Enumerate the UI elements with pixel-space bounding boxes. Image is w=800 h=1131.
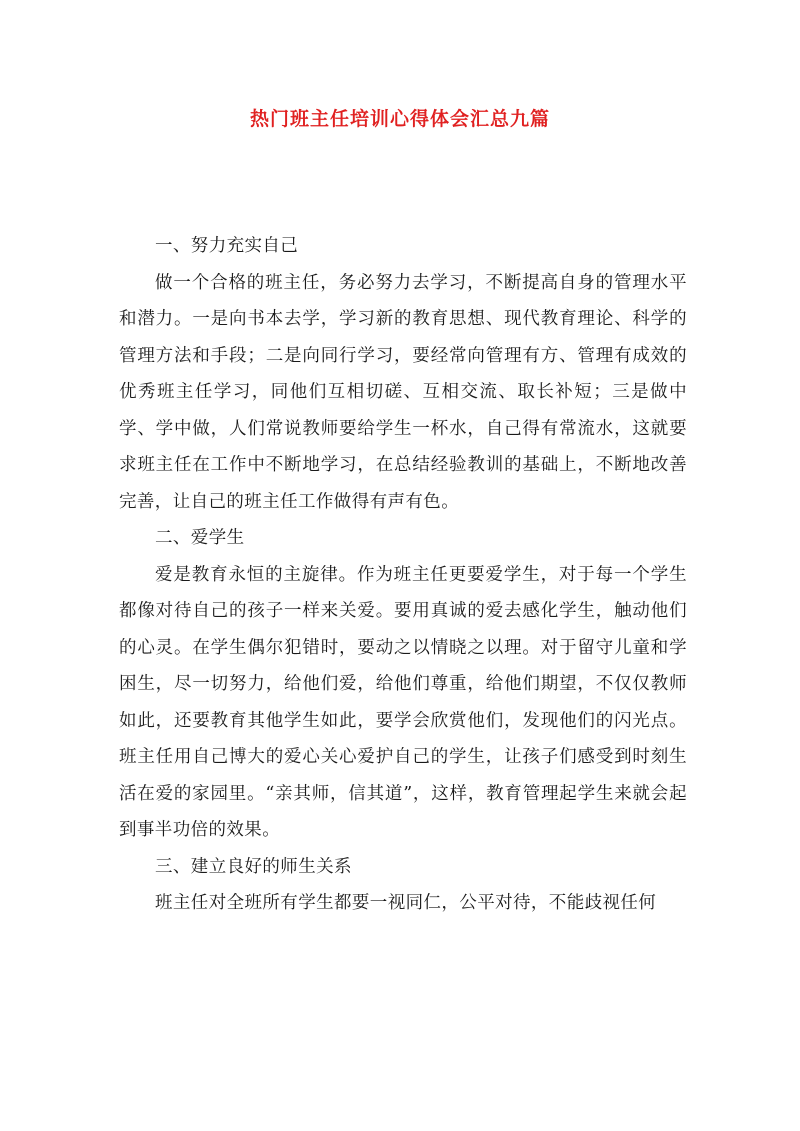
document-title: 热门班主任培训心得体会汇总九篇 [249,108,550,130]
section-heading-2: 二、爱学生 [155,528,245,548]
document-body [119,228,687,922]
section-heading-3: 三、建立良好的师生关系 [155,856,352,877]
section-1-paragraph: 做一个合格的班主任，务必努力去学习，不断提高自身的管理水平和潜力。一是向书本去学，学习新的教育思想、现代教育理论、科学的管理方法和手段；二是向同行学习，要经常向管理有方、管理有成效的优秀班主任学习，同他们互相切磋、互相交流、取长补短；三是做中学、学中做，人们常说教师要给学生一杯水，自己得有常流水，这就要求班主任在工作中不断地学习，在总结经验教训的基础上，不断地改善完善，让自己的班主任工作做得有声有色。 [119,272,687,512]
section-heading-1: 一、努力充实自己 [155,236,299,256]
section-3-paragraph: 班主任对全班所有学生都要一视同仁，公平对待，不能歧视任何 [155,893,657,913]
section-2-paragraph: 爱是教育永恒的主旋律。作为班主任更要爱学生，对于每一个学生都像对待自己的孩子一样来关爱。要用真诚的爱去感化学生，触动他们的心灵。在学生偶尔犯错时，要动之以情晓之以理。对于留守儿童和学困生，尽一切努力，给他们爱，给他们尊重，给他们期望，不仅仅教师如此，还要教育其他学生如此，要学会欣赏他们，发现他们的闪光点。班主任用自己博大的爱心关心爱护自己的学生，让孩子们感受到时刻生活在爱的家园里。“亲其师，信其道”，这样，教育管理起学生来就会起到事半功倍的效果。 [119,564,687,840]
